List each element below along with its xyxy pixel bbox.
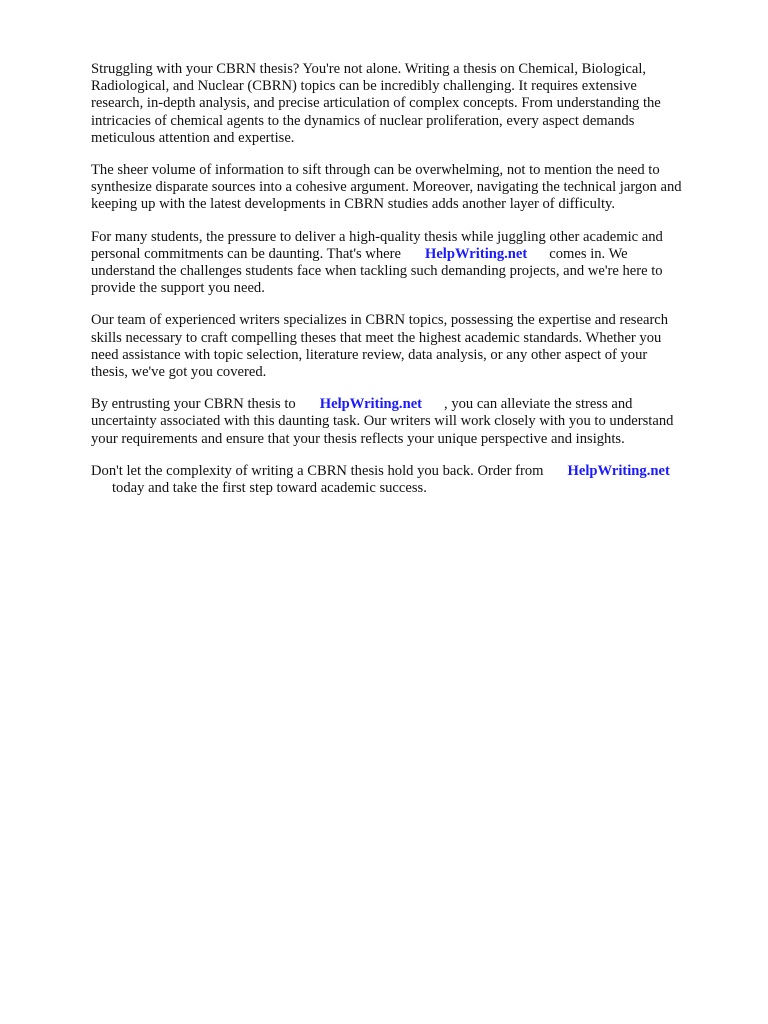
text-line [91, 246, 723, 263]
text-segment: personal commitments can be daunting. That's where [91, 245, 401, 262]
paragraph-volume [91, 162, 723, 214]
paragraph-team [91, 312, 723, 381]
helpwriting-link[interactable]: HelpWriting.net [567, 462, 670, 479]
text-line: understand the challenges students face when tackling such demanding projects, and we're here to [91, 263, 663, 280]
paragraph-intro [91, 61, 723, 147]
text-line: keeping up with the latest developments in CBRN studies adds another layer of difficulty. [91, 196, 616, 213]
text-segment: today and take the first step toward academic success. [112, 480, 427, 497]
paragraph-call-to-action [91, 463, 723, 497]
text-line: intricacies of chemical agents to the dynamics of nuclear proliferation, every aspect demands [91, 112, 635, 129]
helpwriting-link[interactable]: HelpWriting.net [319, 396, 423, 413]
text-segment: comes in. We [549, 245, 628, 262]
text-line: Radiological, and Nuclear (CBRN) topics can be incredibly challenging. It requires extensive [91, 78, 637, 95]
text-line: uncertainty associated with this daunting task. Our writers will work closely with you to understand [91, 413, 674, 430]
document-body [91, 61, 723, 512]
text-line: provide the support you need. [91, 280, 265, 297]
text-segment: Don't let the complexity of writing a CBRN thesis hold you back. Order from [91, 462, 544, 479]
text-line: For many students, the pressure to deliver a high-quality thesis while juggling other academic and [91, 228, 663, 245]
text-line: thesis, we've got you covered. [91, 364, 267, 381]
text-segment: , you can alleviate the stress and [444, 396, 633, 413]
text-line: your requirements and ensure that your thesis reflects your unique perspective and insights. [91, 430, 625, 447]
text-line: Struggling with your CBRN thesis? You're not alone. Writing a thesis on Chemical, Biological, [91, 61, 647, 77]
text-segment: By entrusting your CBRN thesis to [91, 396, 296, 413]
text-line [91, 396, 723, 413]
text-line: The sheer volume of information to sift through can be overwhelming, not to mention the need to [91, 162, 660, 179]
text-line [91, 480, 723, 497]
text-line: research, in-depth analysis, and precise articulation of complex concepts. From understanding the [91, 95, 661, 112]
text-line: Our team of experienced writers specializes in CBRN topics, possessing the expertise and research [91, 312, 669, 329]
text-line [91, 463, 723, 480]
helpwriting-link[interactable]: HelpWriting.net [424, 245, 528, 262]
text-line: meticulous attention and expertise. [91, 129, 295, 146]
text-line: skills necessary to craft compelling theses that meet the highest academic standards. Whether you [91, 329, 662, 346]
text-line: need assistance with topic selection, literature review, data analysis, or any other aspect of your [91, 346, 648, 363]
paragraph-pressure [91, 229, 723, 298]
text-line: synthesize disparate sources into a cohesive argument. Moreover, navigating the technical jargon and [91, 179, 682, 196]
paragraph-entrusting [91, 396, 723, 448]
